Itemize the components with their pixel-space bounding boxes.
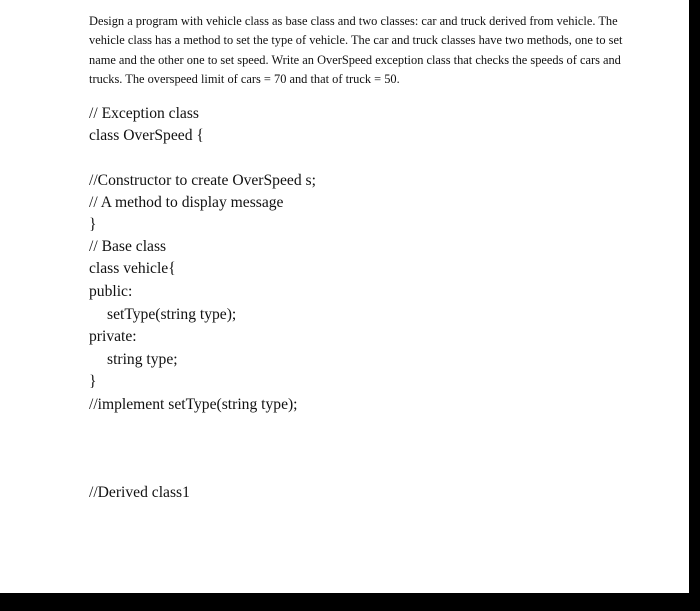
code-line-close-brace-2: } <box>89 373 97 390</box>
code-line-class-overspeed: class OverSpeed { <box>89 127 204 144</box>
code-line-constructor-comment: //Constructor to create OverSpeed s; <box>89 172 316 189</box>
code-line-derived-comment: //Derived class1 <box>89 484 190 501</box>
code-line-implement-comment: //implement setType(string type); <box>89 396 298 413</box>
code-line-private: private: <box>89 328 137 345</box>
code-line-close-brace-1: } <box>89 216 97 233</box>
code-line-exception-comment: // Exception class <box>89 105 199 122</box>
code-line-class-vehicle: class vehicle{ <box>89 260 176 277</box>
code-line-base-class-comment: // Base class <box>89 238 167 255</box>
code-line-public: public: <box>89 283 133 300</box>
code-line-string-type: string type; <box>107 351 178 368</box>
code-line-settype-declaration: setType(string type); <box>107 306 237 323</box>
code-line-method-comment: // A method to display message <box>89 194 284 211</box>
question-paragraph: Design a program with vehicle class as base class and two classes: car and truck derived from vehicle. The vehicle class has a method to set the type of vehicle. The car and truck classes have two methods, one to set name and the other one to set speed. Write an OverSpeed exception class that checks the speeds of cars and trucks. The overspeed limit of cars = 70 and that of truck = 50. <box>89 14 623 86</box>
